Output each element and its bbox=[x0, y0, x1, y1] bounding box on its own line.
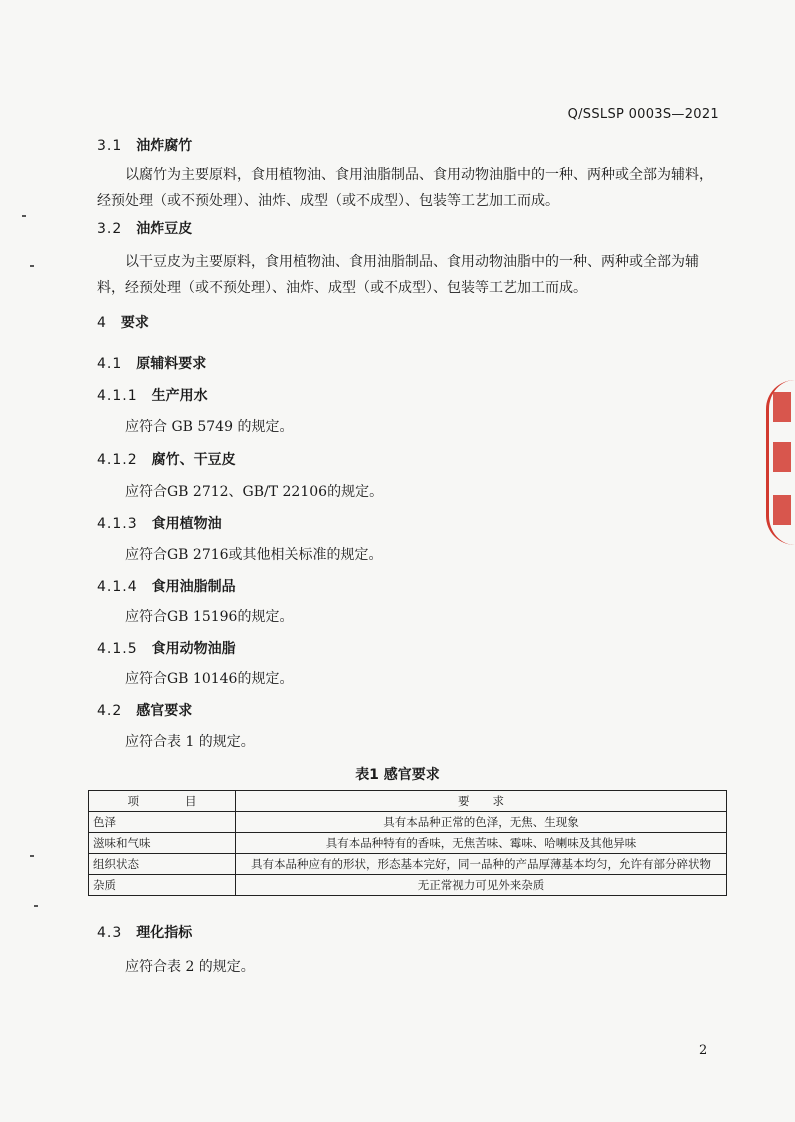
sensory-requirements-table bbox=[88, 790, 727, 896]
paragraph-4-2: 应符合表 1 的规定。 bbox=[125, 734, 255, 750]
section-title: 油炸豆皮 bbox=[136, 221, 193, 237]
paragraph-4-1-2: 应符合GB 2712、GB/T 22106的规定。 bbox=[125, 484, 384, 500]
section-title: 原辅料要求 bbox=[136, 356, 207, 372]
seal-stamp-mark bbox=[773, 495, 791, 525]
section-heading-3-1 bbox=[97, 135, 192, 155]
section-title: 生产用水 bbox=[151, 388, 208, 404]
scan-speck bbox=[22, 215, 26, 217]
section-number: 4 bbox=[97, 315, 107, 331]
scan-speck bbox=[30, 265, 34, 267]
table-row bbox=[89, 812, 727, 833]
table-cell-item: 组织状态 bbox=[89, 854, 236, 875]
section-title: 食用植物油 bbox=[151, 516, 222, 532]
section-number: 4.1.5 bbox=[97, 641, 138, 657]
section-heading-4-2 bbox=[97, 700, 192, 720]
seal-stamp bbox=[766, 380, 795, 545]
section-title: 食用油脂制品 bbox=[151, 579, 236, 595]
section-heading-4-1-1 bbox=[97, 385, 208, 405]
section-number: 4.3 bbox=[97, 925, 123, 941]
section-number: 3.2 bbox=[97, 221, 123, 237]
section-number: 4.1.4 bbox=[97, 579, 138, 595]
section-title: 油炸腐竹 bbox=[136, 138, 193, 154]
paragraph-4-1-4: 应符合GB 15196的规定。 bbox=[125, 609, 294, 625]
table-cell-item: 色泽 bbox=[89, 812, 236, 833]
section-heading-4-1-4 bbox=[97, 576, 236, 596]
table-cell-item: 杂质 bbox=[89, 875, 236, 896]
table-cell-requirement: 具有本品种正常的色泽，无焦、生现象 bbox=[236, 812, 727, 833]
table-header-row bbox=[89, 791, 727, 812]
table-row bbox=[89, 854, 727, 875]
section-heading-4-1-3 bbox=[97, 513, 222, 533]
section-number: 4.1 bbox=[97, 356, 123, 372]
table-cell-requirement: 具有本品种应有的形状，形态基本完好，同一品种的产品厚薄基本均匀，允许有部分碎状物 bbox=[236, 854, 727, 875]
section-title: 要求 bbox=[120, 315, 149, 331]
section-title: 理化指标 bbox=[136, 925, 193, 941]
paragraph-4-1-3: 应符合GB 2716或其他相关标准的规定。 bbox=[125, 547, 383, 563]
section-heading-4-3 bbox=[97, 922, 192, 942]
table-row bbox=[89, 875, 727, 896]
section-heading-3-2 bbox=[97, 218, 192, 238]
table-caption: 表1 感官要求 bbox=[355, 767, 440, 783]
section-number: 3.1 bbox=[97, 138, 123, 154]
section-title: 感官要求 bbox=[136, 703, 193, 719]
section-number: 4.2 bbox=[97, 703, 123, 719]
scan-speck bbox=[34, 905, 38, 907]
table-cell-requirement: 具有本品种特有的香味，无焦苦味、霉味、哈喇味及其他异味 bbox=[236, 833, 727, 854]
section-heading-4-1 bbox=[97, 353, 206, 373]
paragraph-4-1-5: 应符合GB 10146的规定。 bbox=[125, 671, 294, 687]
section-heading-4 bbox=[97, 312, 149, 332]
section-heading-4-1-2 bbox=[97, 449, 236, 469]
table-row bbox=[89, 833, 727, 854]
table-cell-requirement: 无正常视力可见外来杂质 bbox=[236, 875, 727, 896]
table-header-requirement: 要 求 bbox=[236, 791, 727, 812]
seal-stamp-mark bbox=[773, 442, 791, 472]
table-header-item: 项 目 bbox=[89, 791, 236, 812]
section-heading-4-1-5 bbox=[97, 638, 236, 658]
page-number: 2 bbox=[699, 1043, 708, 1058]
paragraph-4-1-1: 应符合 GB 5749 的规定。 bbox=[125, 419, 294, 435]
standard-code: Q/SSLSP 0003S—2021 bbox=[567, 107, 719, 122]
scan-speck bbox=[30, 855, 34, 857]
paragraph-4-3: 应符合表 2 的规定。 bbox=[125, 959, 255, 975]
section-title: 食用动物油脂 bbox=[151, 641, 236, 657]
paragraph-3-1: 以腐竹为主要原料，食用植物油、食用油脂制品、食用动物油脂中的一种、两种或全部为辅料，经预处理（或不预处理）、油炸、成型（或不成型）、包装等工艺加工而成。 bbox=[97, 167, 713, 209]
section-title: 腐竹、干豆皮 bbox=[151, 452, 236, 468]
section-number: 4.1.3 bbox=[97, 516, 138, 532]
table-cell-item: 滋味和气味 bbox=[89, 833, 236, 854]
section-number: 4.1.2 bbox=[97, 452, 138, 468]
paragraph-3-2: 以干豆皮为主要原料，食用植物油、食用油脂制品、食用动物油脂中的一种、两种或全部为辅料，经预处理（或不预处理）、油炸、成型（或不成型）、包装等工艺加工而成。 bbox=[97, 254, 699, 296]
seal-stamp-mark bbox=[773, 392, 791, 422]
section-number: 4.1.1 bbox=[97, 388, 138, 404]
